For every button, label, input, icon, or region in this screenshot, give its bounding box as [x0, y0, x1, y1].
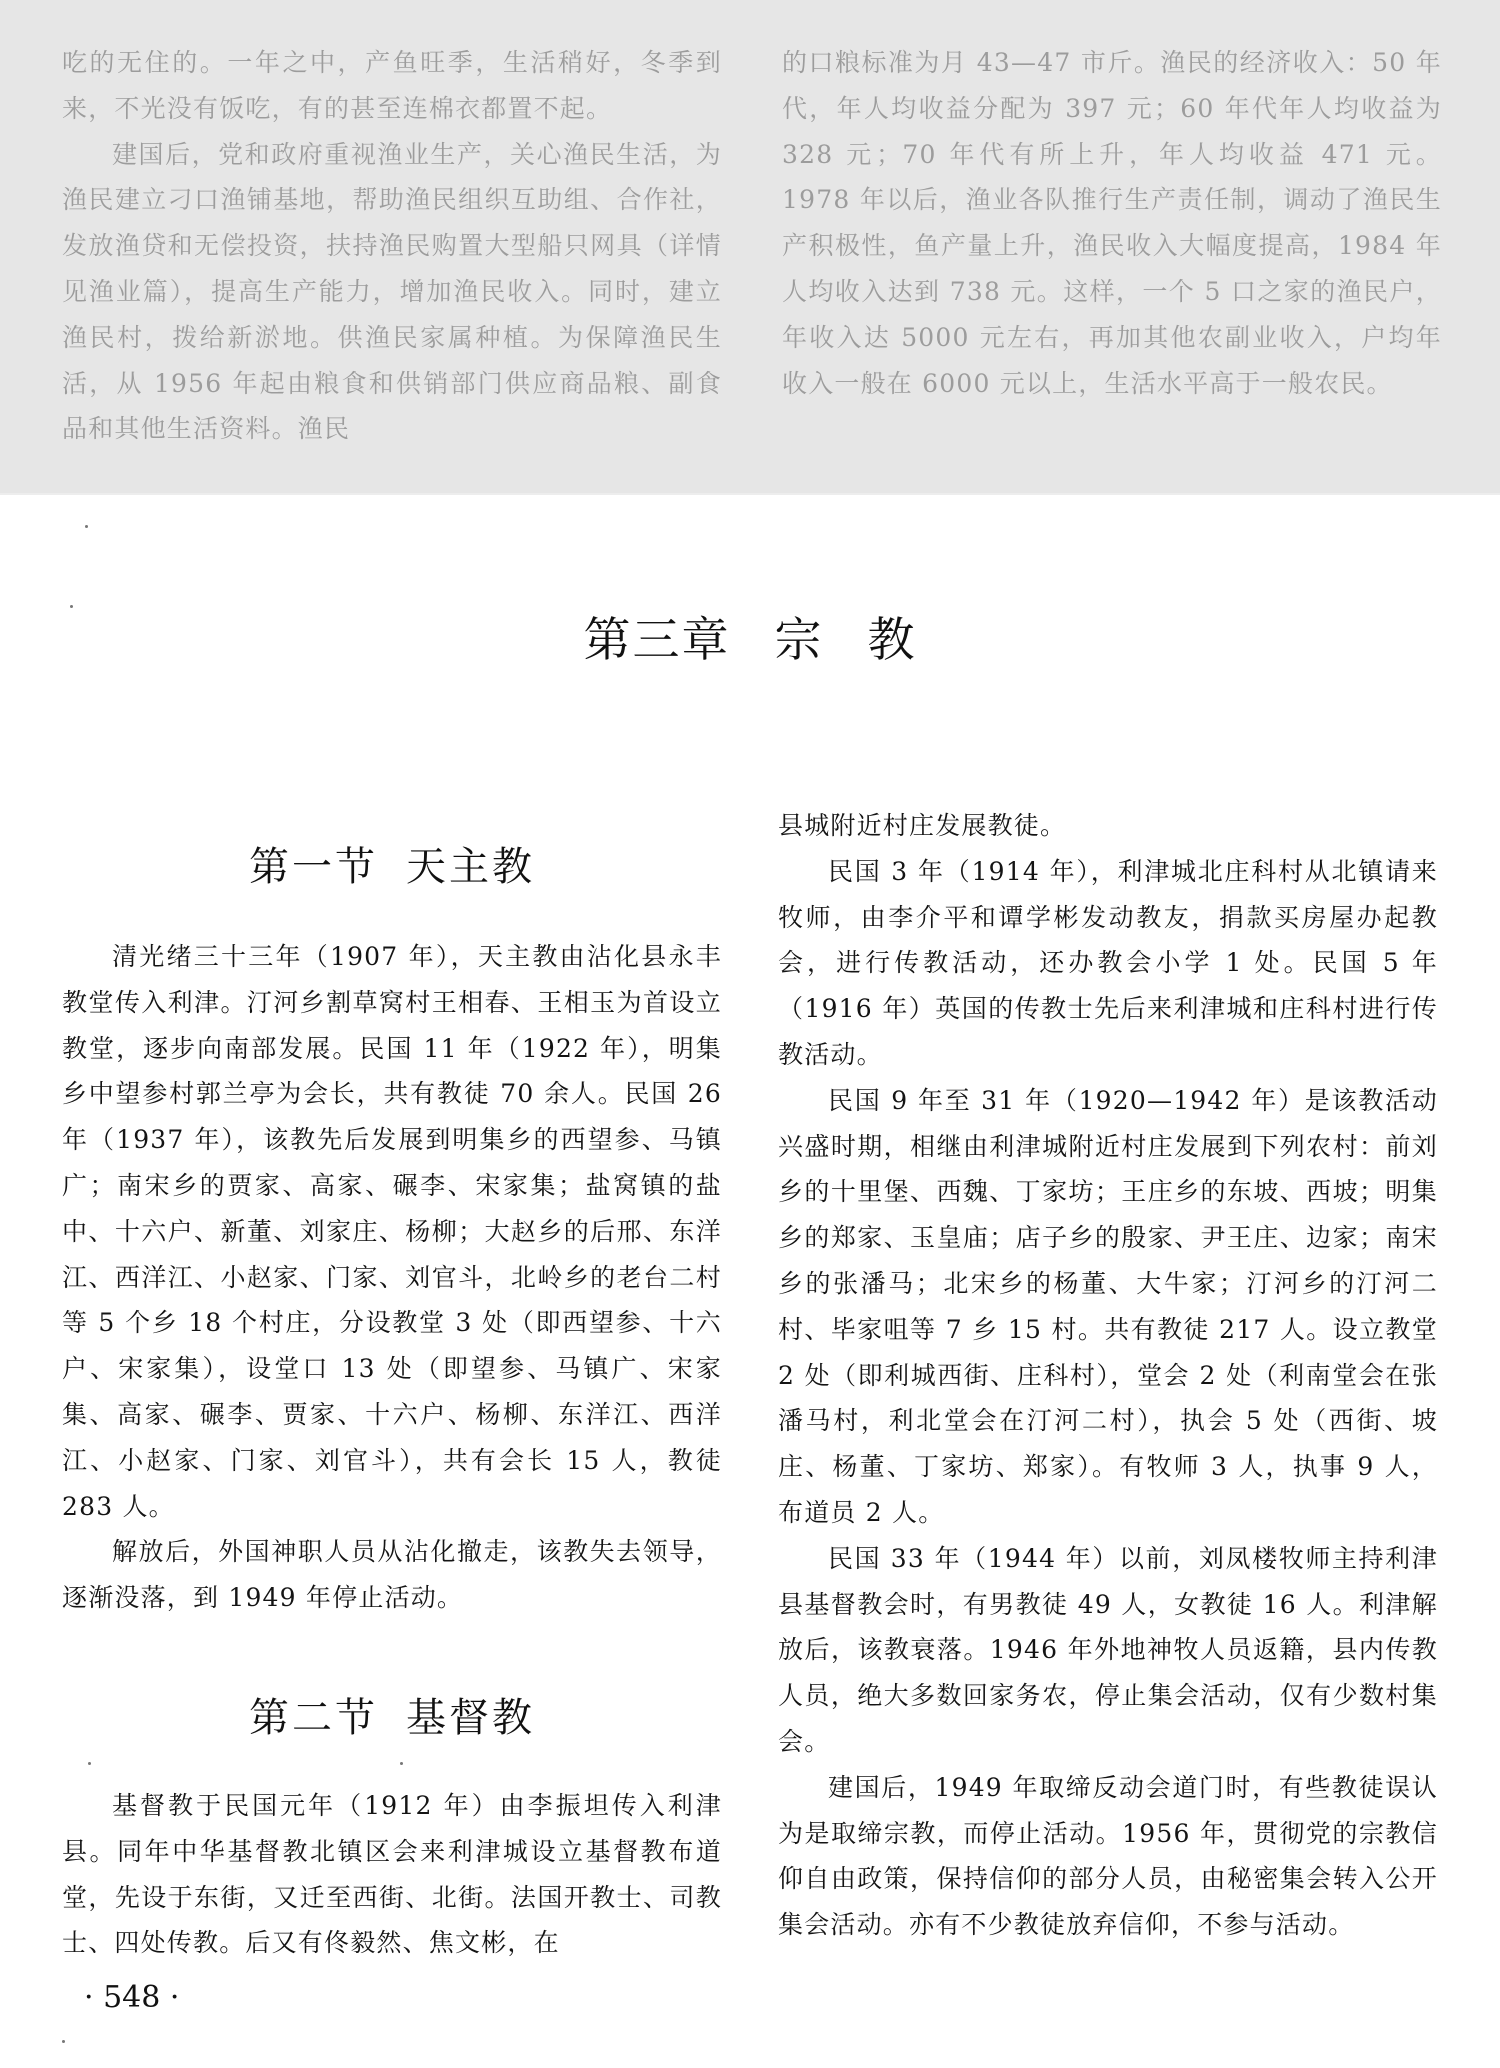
scan-speck — [85, 525, 88, 528]
section-name: 基督教 — [406, 1695, 535, 1741]
chapter-title-part: 教 — [867, 613, 917, 668]
chapter-title-part: 宗 — [774, 613, 824, 668]
previous-page-excerpt — [0, 0, 1500, 495]
scan-speck — [70, 605, 73, 608]
section-body — [62, 934, 722, 1621]
paragraph: 县城附近村庄发展教徒。 — [778, 811, 1067, 840]
scan-speck — [62, 2040, 65, 2043]
section-name: 天主教 — [406, 844, 535, 890]
chapter-number: 第三章 — [583, 613, 731, 668]
paragraph: 基督教于民国元年（1912 年）由李振坦传入利津县。同年中华基督教北镇区会来利津城设立基督教布道堂，先设于东街，又迁至西街、北街。法国开教士、司教士、四处传教。后又有佟毅然、焦文彬，在 — [62, 1791, 722, 1958]
paragraph: 清光绪三十三年（1907 年），天主教由沾化县永丰教堂传入利津。汀河乡割草窝村王相春、王相玉为首设立教堂，逐步向南部发展。民国 11 年（1922 年），明集乡中望参村郭兰亭为会长，共有教徒 70 余人。民国 26 年（1937 年），该教先后发展到明集乡的西望参、马镇广；南宋乡的贾家、高家、碾李、宋家集；盐窝镇的盐中、十六户、新董、刘家庄、杨柳；大赵乡的后邢、东洋江、西洋江、小赵家、门家、刘官斗，北岭乡的老台二村等 5 个乡 18 个村庄，分设教堂 3 处（即西望参、十六户、宋家集），设堂口 13 处（即望参、马镇广、宋家集、高家、碾李、贾家、十六户、杨柳、东洋江、西洋江、小赵家、门家、刘官斗），共有会长 15 人，教徒 283 人。 — [62, 942, 722, 1521]
paragraph: 建国后，党和政府重视渔业生产，关心渔民生活，为渔民建立刁口渔铺基地，帮助渔民组织互助组、合作社，发放渔贷和无偿投资，扶持渔民购置大型船只网具（详情见渔业篇），提高生产能力，增加渔民收入。同时，建立渔民村，拨给新淤地。供渔民家属种植。为保障渔民生活，从 1956 年起由粮食和供销部门供应商品粮、副食品和其他生活资料。渔民 — [62, 139, 722, 444]
section-number: 第二节 — [249, 1695, 378, 1741]
chapter-title — [0, 603, 1500, 670]
paragraph: 解放后，外国神职人员从沾化撤走，该教失去领导，逐渐没落，到 1949 年停止活动。 — [62, 1537, 722, 1613]
section-number: 第一节 — [249, 844, 378, 890]
section-body — [62, 1783, 722, 1966]
right-column-body — [778, 803, 1438, 1948]
paragraph: 吃的无住的。一年之中，产鱼旺季，生活稍好，冬季到来，不光没有饭吃，有的甚至连棉衣都置不起。 — [62, 48, 722, 123]
section-title — [62, 1686, 722, 1743]
excerpt-left-column — [62, 40, 722, 452]
paragraph: 民国 3 年（1914 年），利津城北庄科村从北镇请来牧师，由李介平和谭学彬发动教友，捐款买房屋办起教会，进行传教活动，还办教会小学 1 处。民国 5 年（1916 年）英国的传教士先后来利津城和庄科村进行传教活动。 — [778, 856, 1438, 1069]
page-number: · 548 · — [84, 1980, 180, 2015]
paragraph: 民国 33 年（1944 年）以前，刘凤楼牧师主持利津县基督教会时，有男教徒 49 人，女教徒 16 人。利津解放后，该教衰落。1946 年外地神牧人员返籍，县内传教人员，绝大多数回家务农，停止集会活动，仅有少数村集会。 — [778, 1543, 1438, 1756]
scan-speck — [400, 1762, 403, 1765]
scan-speck — [88, 1762, 91, 1765]
paragraph: 的口粮标准为月 43—47 市斤。渔民的经济收入：50 年代，年人均收益分配为 397 元；60 年代年人均收益为 328 元；70 年代有所上升，年人均收益 471 元。1978 年以后，渔业各队推行生产责任制，调动了渔民生产积极性，鱼产量上升，渔民收入大幅度提高，1984 年人均收入达到 738 元。这样，一个 5 口之家的渔民户，年收入达 5000 元左右，再加其他农副业收入，户均年收入一般在 6000 元以上，生活水平高于一般农民。 — [782, 48, 1442, 398]
paragraph: 民国 9 年至 31 年（1920—1942 年）是该教活动兴盛时期，相继由利津城附近村庄发展到下列农村：前刘乡的十里堡、西魏、丁家坊；王庄乡的东坡、西坡；明集乡的郑家、玉皇庙；店子乡的殷家、尹王庄、边家；南宋乡的张潘马；北宋乡的杨董、大牛家；汀河乡的汀河二村、毕家咀等 7 乡 15 村。共有教徒 217 人。设立教堂 2 处（即利城西街、庄科村），堂会 2 处（利南堂会在张潘马村，利北堂会在汀河二村），执会 5 处（西街、坡庄、杨董、丁家坊、郑家）。有牧师 3 人，执事 9 人，布道员 2 人。 — [778, 1085, 1438, 1527]
paragraph: 建国后，1949 年取缔反动会道门时，有些教徒误认为是取缔宗教，而停止活动。1956 年，贯彻党的宗教信仰自由政策，保持信仰的部分人员，由秘密集会转入公开集会活动。亦有不少教徒放弃信仰，不参与活动。 — [778, 1772, 1438, 1940]
section-title — [62, 835, 722, 892]
excerpt-right-column — [782, 40, 1442, 406]
